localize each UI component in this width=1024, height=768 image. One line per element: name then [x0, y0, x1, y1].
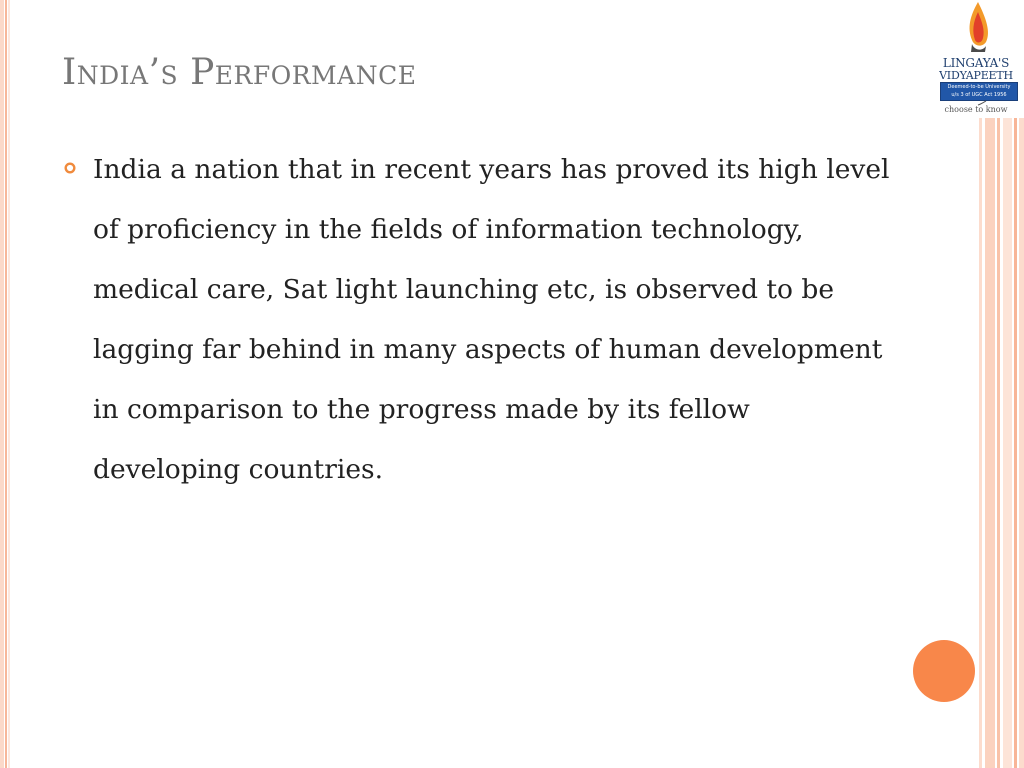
- decorative-orange-circle: [913, 640, 975, 702]
- logo-seal: [940, 82, 1018, 101]
- logo-seal-line2: u/s 3 of UGC Act 1956: [951, 92, 1007, 98]
- bullet-list: [62, 140, 892, 500]
- bullet-item: India a nation that in recent years has proved its high level of proficiency in the fields of information technology, medical care, Sat light launching etc, is observed to be lagging far behind in many aspects of human development in comparison to the progress made by its fellow developing countries.: [93, 154, 890, 485]
- university-logo: [928, 0, 1024, 118]
- logo-name-line1: LINGAYA'S: [942, 56, 1010, 70]
- right-decorative-stripes: [979, 118, 1024, 768]
- slide-title: India’s Performance: [62, 52, 417, 93]
- left-decorative-stripe: [0, 0, 12, 768]
- logo-tagline: choose to know: [944, 105, 1008, 114]
- flame-icon: [964, 0, 992, 56]
- ring-bullet-icon: [64, 162, 76, 174]
- logo-seal-line1: Deemed-to-be University: [947, 84, 1011, 90]
- logo-name-line2: VIDYAPEETH: [939, 69, 1013, 82]
